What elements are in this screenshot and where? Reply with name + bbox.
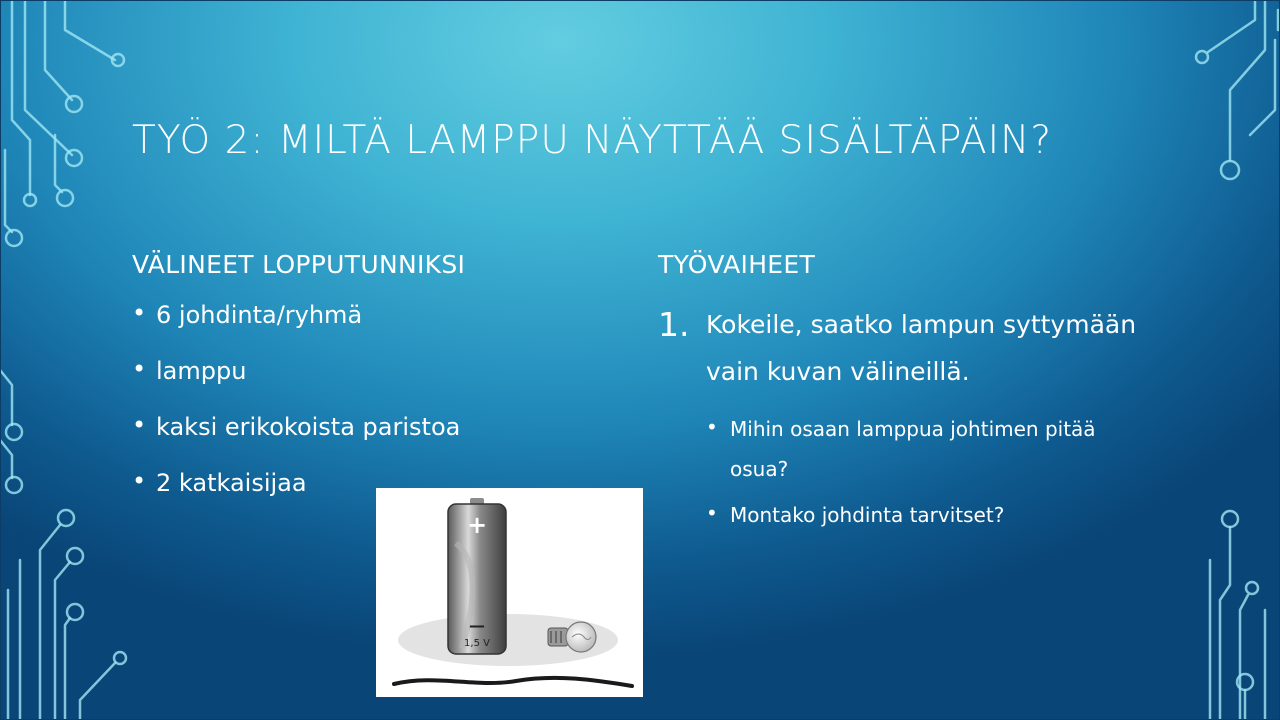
- steps-column: [658, 250, 1178, 541]
- equipment-heading: VÄLINEET LOPPUTUNNIKSI: [132, 250, 466, 279]
- battery-bulb-illustration: [376, 488, 643, 697]
- steps-heading: TYÖVAIHEET: [658, 250, 816, 279]
- bullet-icon: •: [132, 299, 147, 327]
- step-number: 1.: [658, 305, 690, 344]
- battery-plus-label: +: [466, 511, 488, 539]
- battery-voltage-label: 1,5 V: [464, 638, 490, 649]
- circuit-decoration-left: [0, 0, 150, 720]
- list-item: • 6 johdinta/ryhmä: [132, 299, 363, 329]
- list-item: • 2 katkaisijaa: [132, 467, 307, 497]
- slide-title: TYÖ 2: MILTÄ LAMPPU NÄYTTÄÄ SISÄLTÄPÄIN?: [132, 118, 1053, 163]
- equipment-column: [132, 250, 632, 525]
- bullet-icon: •: [132, 355, 147, 383]
- wire-icon: [394, 678, 632, 686]
- step-text: Kokeile, saatko lampun syttymään vain kuvan välineillä.: [706, 310, 1137, 386]
- list-item: • Montako johdinta tarvitset?: [706, 495, 1126, 535]
- list-item: • Mihin osaan lamppua johtimen pitää osua?: [706, 409, 1126, 489]
- step-1-subitems: [706, 409, 1126, 535]
- circuit-decoration-right: [1180, 0, 1280, 720]
- bullet-icon: •: [132, 411, 147, 439]
- battery-minus-label: —: [469, 616, 485, 635]
- bullet-icon: •: [706, 501, 718, 525]
- step-1: [658, 301, 1176, 395]
- list-item: • kaksi erikokoista paristoa: [132, 411, 461, 441]
- bullet-icon: •: [706, 415, 718, 439]
- bullet-icon: •: [132, 467, 147, 495]
- battery-icon: [448, 498, 506, 654]
- equipment-picture: [376, 488, 643, 697]
- list-item: • lamppu: [132, 355, 247, 385]
